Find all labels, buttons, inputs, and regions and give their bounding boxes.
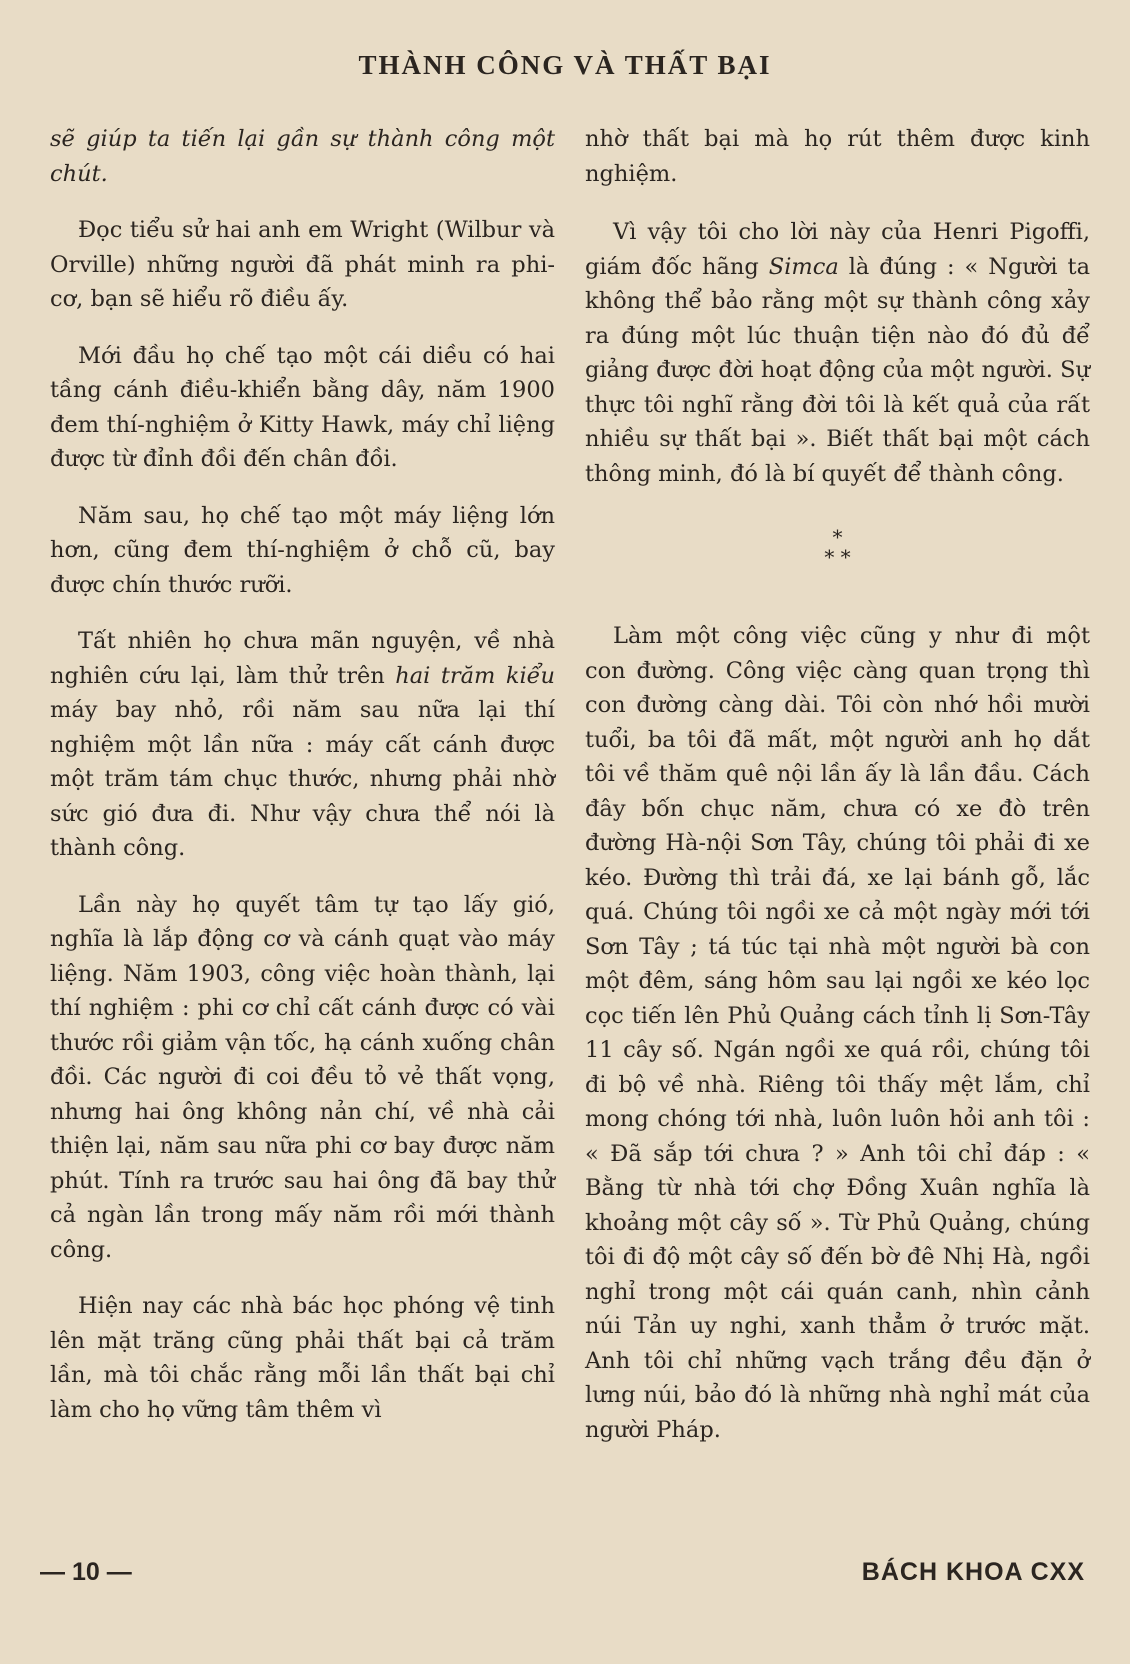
paragraph: Mới đầu họ chế tạo một cái diều có hai tầng cánh điều-khiển bằng dây, năm 1900 đem thí-nghiệm ở Kitty Hawk, máy chỉ liệng được từ đỉnh đồi đến chân đồi. xyxy=(50,342,555,472)
asterisk-bottom: * * xyxy=(824,545,851,569)
page-number: — 10 — xyxy=(40,1558,132,1586)
paragraph-continuation: nhờ thất bại mà họ rút thêm được kinh nghiệm. xyxy=(585,126,1090,187)
emphasis-text: Simca xyxy=(768,253,839,280)
asterisk-top: * xyxy=(832,525,843,549)
paragraph-continuation: sẽ giúp ta tiến lại gần sự thành công một chút. xyxy=(50,126,555,187)
paragraph: Hiện nay các nhà bác học phóng vệ tinh lên mặt trăng cũng phải thất bại cả trăm lần, mà tôi chắc rằng mỗi lần thất bại chỉ làm cho họ vững tâm thêm vì xyxy=(50,1293,555,1423)
publication-name: BÁCH KHOA CXX xyxy=(861,1558,1085,1586)
right-column xyxy=(585,122,1090,1469)
text-span: Tất nhiên họ chưa mãn nguyện, về nhà nghiên cứu lại, làm thử trên xyxy=(50,628,555,689)
paragraph: Đọc tiểu sử hai anh em Wright (Wilbur và Orville) những người đã phát minh ra phi-cơ, bạn sẽ hiểu rõ điều ấy. xyxy=(50,217,555,312)
section-divider-asterisks xyxy=(585,527,1090,567)
paragraph xyxy=(585,215,1090,491)
paragraph xyxy=(50,624,555,866)
left-column xyxy=(50,122,555,1449)
emphasis-text: hai trăm kiểu xyxy=(395,662,555,689)
page-title: THÀNH CÔNG VÀ THẤT BẠI xyxy=(358,50,772,80)
paragraph: Làm một công việc cũng y như đi một con đường. Công việc càng quan trọng thì con đường càng dài. Tôi còn nhớ hồi mười tuổi, ba tôi đã mất, một người anh họ dắt tôi về thăm quê nội lần ấy là lần đầu. Cách đây bốn chục năm, chưa có xe đò trên đường Hà-nội Sơn Tây, chúng tôi phải đi xe kéo. Đường thì trải đá, xe lại bánh gỗ, lắc quá. Chúng tôi ngồi xe cả một ngày mới tới Sơn Tây ; tá túc tại nhà một người bà con một đêm, sáng hôm sau lại ngồi xe kéo lọc cọc tiến lên Phủ Quảng cách tỉnh lị Sơn-Tây 11 cây số. Ngán ngồi xe quá rồi, chúng tôi đi bộ về nhà. Riêng tôi thấy mệt lắm, chỉ mong chóng tới nhà, luôn luôn hỏi anh tôi : « Đã sắp tới chưa ? » Anh tôi chỉ đáp : « Bằng từ nhà tới chợ Đồng Xuân nghĩa là khoảng một cây số ». Từ Phủ Quảng, chúng tôi đi độ một cây số đến bờ đê Nhị Hà, ngồi nghỉ trong một cái quán canh, nhìn cảnh núi Tản uy nghi, xanh thẳm ở trước mặt. Anh tôi chỉ những vạch trắng đều đặn ở lưng núi, bảo đó là những nhà nghỉ mát của người Pháp. xyxy=(585,623,1090,1443)
text-span: máy bay nhỏ, rồi năm sau nữa lại thí nghiệm một lần nữa : máy cất cánh được một trăm tám chục thước, nhưng phải nhờ sức gió đưa đi. Như vậy chưa thể nói là thành công. xyxy=(50,697,555,861)
text-span: là đúng : « Người ta không thể bảo rằng một sự thành công xảy ra đúng một lúc thuận tiện nào đó đủ để giảng được đời hoạt động của một người. Sự thực tôi nghĩ rằng đời tôi là kết quả của rất nhiều sự thất bại ». Biết thất bại một cách thông minh, đó là bí quyết để thành công. xyxy=(585,253,1090,487)
paragraph: Năm sau, họ chế tạo một máy liệng lớn hơn, cũng đem thí-nghiệm ở chỗ cũ, bay được chín thước rưỡi. xyxy=(50,502,555,598)
text-span: Vì vậy tôi cho lời này của Henri Pigoffi, giám đốc hãng xyxy=(585,219,1090,280)
paragraph: Lần này họ quyết tâm tự tạo lấy gió, nghĩa là lắp động cơ và cánh quạt vào máy liệng. Năm 1903, công việc hoàn thành, lại thí nghiệm : phi cơ chỉ cất cánh được có vài thước rồi giảm vận tốc, hạ cánh xuống chân đồi. Các người đi coi đều tỏ vẻ thất vọng, nhưng hai ông không nản chí, về nhà cải thiện lại, năm sau nữa phi cơ bay được năm phút. Tính ra trước sau hai ông đã bay thử cả ngàn lần trong mấy năm rồi mới thành công. xyxy=(50,891,555,1263)
